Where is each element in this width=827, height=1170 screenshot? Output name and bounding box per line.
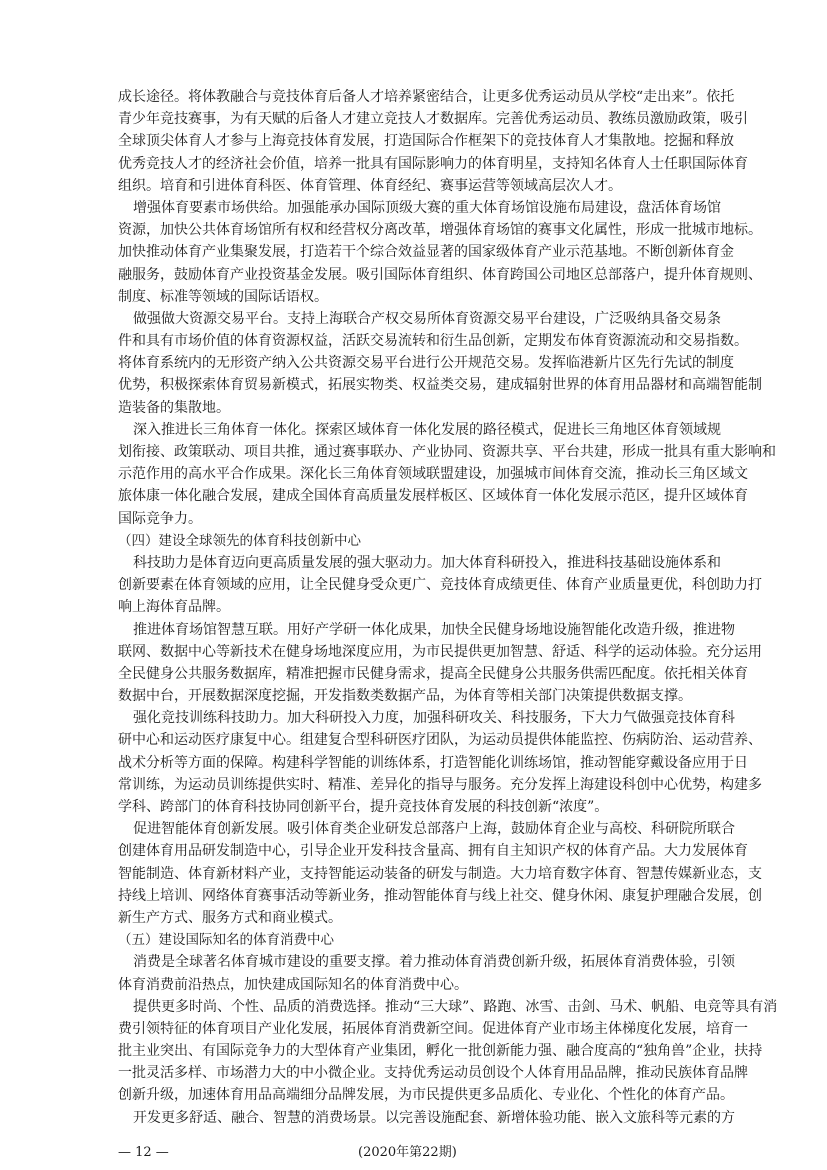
text-line: 件和具有市场价值的体育资源权益，活跃交易流转和衍生品创新，定期发布体育资源流动和交易指数。 — [118, 333, 748, 350]
text-line: 数据中台，开展数据深度挖掘，开发指数类数据产品，为体育等相关部门决策提供数据支撑。 — [118, 688, 692, 705]
text-line: 智能制造、体育新材料产业，支持智能运动装备的研发与制造。大力培育数字体育、智慧传媒新业态，支 — [118, 865, 762, 882]
text-line: 提供更多时尚、个性、品质的消费选择。推动“三大球”、路跑、冰雪、击剑、马术、帆船、电竞等具有消 — [133, 998, 778, 1015]
text-line: 研中心和运动医疗康复中心。组建复合型科研医疗团队，为运动员提供体能监控、伤病防治、运动营养、 — [118, 732, 762, 749]
section-heading — [118, 530, 712, 552]
text-line: 常训练，为运动员训练提供实时、精准、差异化的指导与服务。充分发挥上海建设科创中心优势，构建多 — [118, 776, 762, 793]
page-footer — [118, 1142, 712, 1164]
text-line: 推进体育场馆智慧互联。用好产学研一体化成果，加快全民健身场地设施智能化改造升级，推进物 — [133, 621, 735, 638]
text-line: 造装备的集散地。 — [118, 399, 230, 416]
text-line: 学科、跨部门的体育科技协同创新平台，提升竞技体育发展的科技创新“浓度”。 — [118, 799, 609, 815]
text-line: 持线上培训、网络体育赛事活动等新业务，推动智能体育与线上社交、健身休闲、康复护理融合发展，创 — [118, 887, 762, 904]
section-heading — [118, 929, 712, 951]
text-line: 批主业突出、有国际竞争力的大型体育产业集团，孵化一批创新能力强、融合度高的“独角兽”企业，扶持 — [118, 1043, 763, 1060]
paragraph — [118, 619, 762, 708]
text-line: 增强体育要素市场供给。加强能承办国际顶级大赛的重大体育场馆设施布局建设，盘活体育场馆 — [133, 199, 721, 216]
paragraph — [118, 996, 778, 1107]
text-line: 做强做大资源交易平台。支持上海联合产权交易所体育资源交易平台建设，广泛吸纳具备交易条 — [133, 310, 721, 327]
paragraph — [118, 1107, 735, 1129]
text-line: 组织。培育和引进体育科医、体育管理、体育经纪、赛事运营等领域高层次人才。 — [118, 177, 622, 194]
paragraph — [118, 707, 762, 818]
text-line: 划衔接、政策联动、项目共推，通过赛事联办、产业协同、资源共享、平台共建，形成一批具有重大影响和 — [118, 444, 776, 460]
text-line: 创建体育用品研发制造中心，引导企业开发科技含量高、拥有自主知识产权的体育产品。大力发展体育 — [118, 843, 748, 860]
text-line: 响上海体育品牌。 — [118, 599, 230, 616]
text-line: 消费是全球著名体育城市建设的重要支撑。着力推动体育消费创新升级，拓展体育消费体验，引领 — [133, 954, 735, 971]
text-line: 加快推动体育产业集聚发展，打造若干个综合效益显著的国家级体育产业示范基地。不断创新体育金 — [118, 244, 734, 261]
issue-label: (2020年第22期) — [358, 1145, 457, 1160]
text-line: 科技助力是体育迈向更高质量发展的强大驱动力。加大体育科研投入，推进科技基础设施体系和 — [133, 554, 721, 571]
text-line: 资源，加快公共体育场馆所有权和经营权分离改革，增强体育场馆的赛事文化属性，形成一批城市地标。 — [118, 222, 762, 239]
paragraph — [118, 419, 776, 530]
text-line: 战术分析等方面的保障。构建科学智能的训练体系，打造智能化训练场馆，推动智能穿戴设备应用于日 — [118, 754, 748, 771]
text-line: 费引领特征的体育项目产业化发展，拓展体育消费新空间。促进体育产业市场主体梯度化发展，培育一 — [118, 1020, 748, 1037]
text-line: 促进智能体育创新发展。吸引体育类企业研发总部落户上海，鼓励体育企业与高校、科研院所联合 — [133, 821, 735, 838]
document-body — [118, 86, 778, 1129]
text-line: 旅体康一体化融合发展，建成全国体育高质量发展样板区、区域体育一体化发展示范区，提升区域体育 — [118, 488, 748, 505]
paragraph — [118, 308, 762, 419]
text-line: 制度、标准等领域的国际话语权。 — [118, 288, 328, 305]
page-number: — 12 — — [118, 1145, 169, 1160]
text-line: 开发更多舒适、融合、智慧的消费场景。以完善设施配套、新增体验功能、嵌入文旅科等元素的方 — [133, 1109, 735, 1126]
text-line: （五）建设国际知名的体育消费中心 — [118, 932, 334, 949]
text-line: 联网、数据中心等新技术在健身场地深度应用，为市民提供更加智慧、舒适、科学的运动体验。充分运用 — [118, 643, 762, 660]
text-line: 优势，积极探索体育贸易新模式，拓展实物类、权益类交易，建成辐射世界的体育用品器材和高端智能制 — [118, 377, 762, 394]
paragraph — [118, 197, 762, 308]
paragraph — [118, 818, 762, 929]
text-line: 创新升级，加速体育用品高端细分品牌发展，为市民提供更多品质化、专业化、个性化的体育产品。 — [118, 1087, 734, 1104]
text-line: 青少年竞技赛事，为有天赋的后备人才建立竞技人才数据库。完善优秀运动员、教练员激励政策，吸引 — [118, 111, 748, 128]
text-line: （四）建设全球领先的体育科技创新中心 — [118, 532, 361, 549]
text-line: 体育消费前沿热点，加快建成国际知名的体育消费中心。 — [118, 976, 468, 993]
text-line: 全民健身公共服务数据库，精准把握市民健身需求，提高全民健身公共服务供需匹配度。依托相关体育 — [118, 665, 748, 682]
text-line: 融服务，鼓励体育产业投资基金发展。吸引国际体育组织、体育跨国公司地区总部落户，提升体育规则、 — [118, 266, 762, 283]
paragraph — [118, 951, 735, 995]
text-line: 国际竞争力。 — [118, 510, 202, 527]
text-line: 创新要素在体育领域的应用，让全民健身受众更广、竞技体育成绩更佳、体育产业质量更优，科创助力打 — [118, 577, 762, 594]
text-line: 一批灵活多样、市场潜力大的中小微企业。支持优秀运动员创设个人体育用品品牌，推动民族体育品牌 — [118, 1065, 748, 1082]
text-line: 全球顶尖体育人才参与上海竞技体育发展，打造国际合作框架下的竞技体育人才集散地。挖掘和释放 — [118, 133, 734, 150]
text-line: 优秀竞技人才的经济社会价值，培养一批具有国际影响力的体育明星，支持知名体育人士任职国际体育 — [118, 155, 748, 172]
text-line: 深入推进长三角体育一体化。探索区域体育一体化发展的路径模式，促进长三角地区体育领域规 — [133, 421, 721, 438]
text-line: 将体育系统内的无形资产纳入公共资源交易平台进行公开规范交易。发挥临港新片区先行先试的制度 — [118, 355, 734, 372]
paragraph — [118, 552, 762, 619]
text-line: 成长途径。将体教融合与竞技体育后备人才培养紧密结合，让更多优秀运动员从学校“走出来”。依托 — [118, 89, 735, 105]
text-line: 示范作用的高水平合作成果。深化长三角体育领域联盟建设，加强城市间体育交流，推动长三角区域文 — [118, 466, 748, 483]
text-line: 新生产方式、服务方式和商业模式。 — [118, 909, 342, 926]
text-line: 强化竞技训练科技助力。加大科研投入力度，加强科研攻关、科技服务，下大力气做强竞技体育科 — [133, 710, 735, 727]
paragraph — [118, 86, 748, 197]
